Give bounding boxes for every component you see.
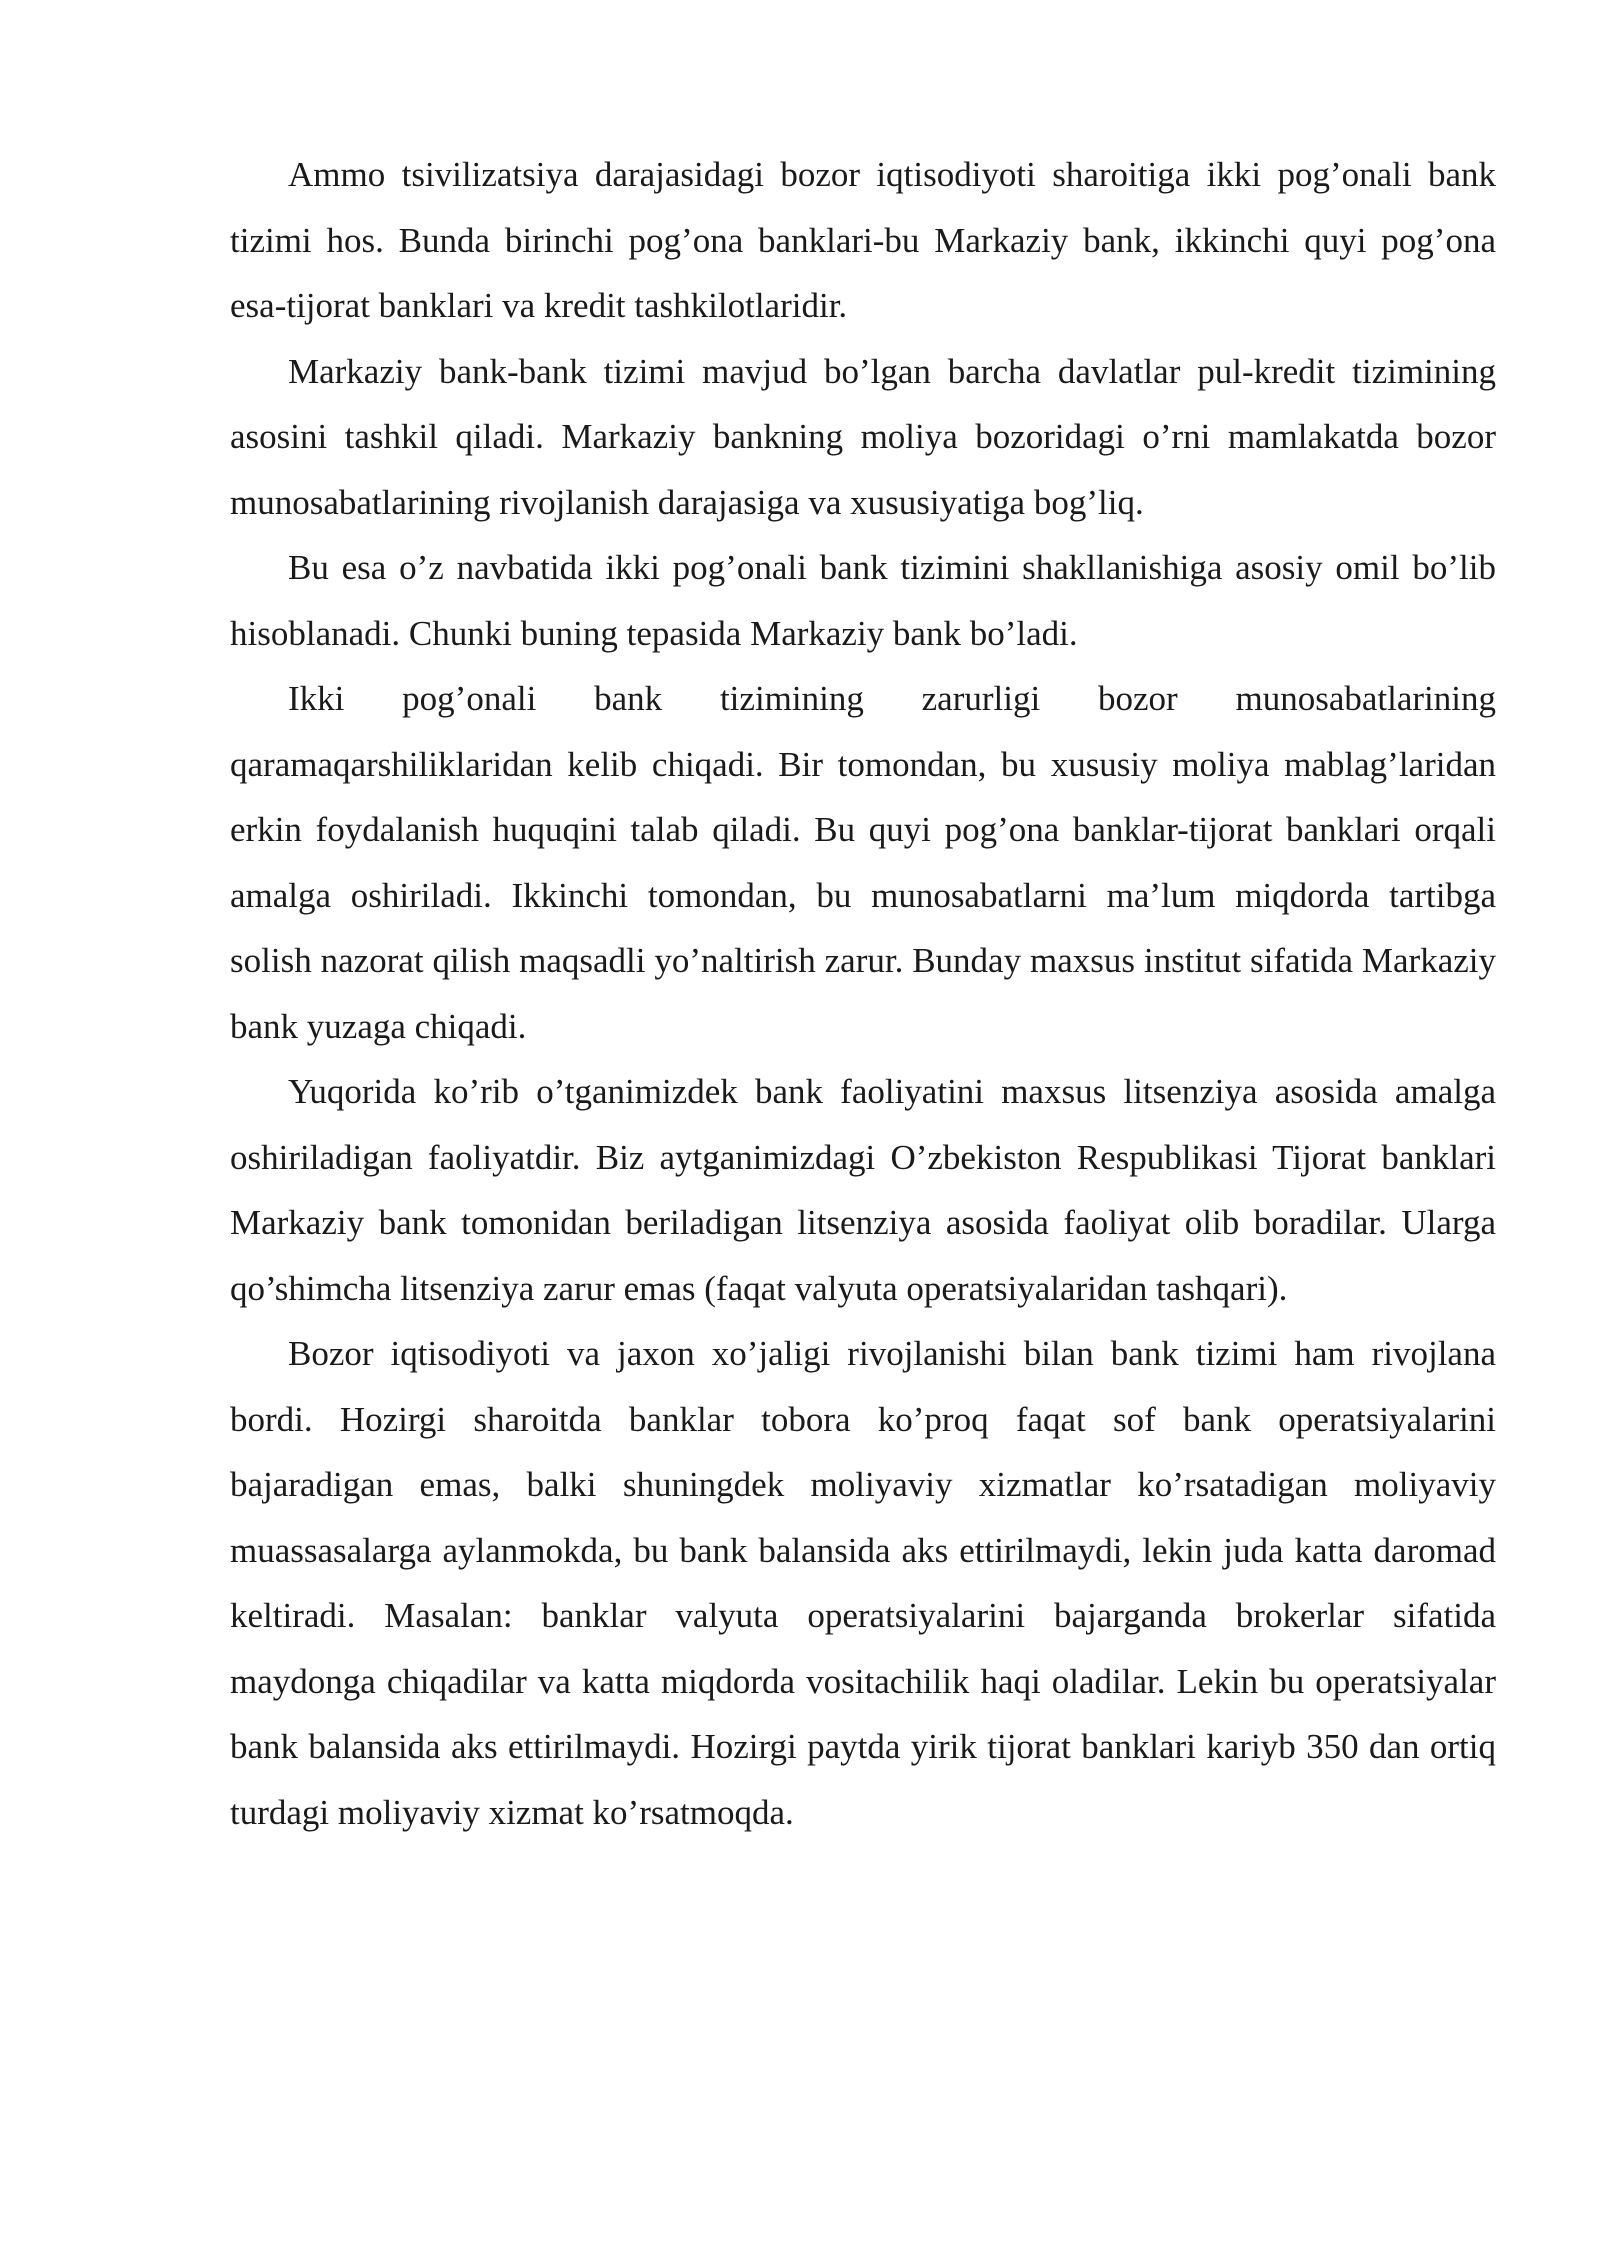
paragraph-3: Bu esa o’z navbatida ikki pog’onali bank tizimini shakllanishiga asosiy omil bo’lib hisoblanadi. Chunki buning tepasida Markaziy bank bo’ladi. [230, 548, 1496, 653]
paragraph-5: Yuqorida ko’rib o’tganimizdek bank faoliyatini maxsus litsenziya asosida amalga oshiriladigan faoliyatdir. Biz aytganimizdagi O’zbekiston Respublikasi Tijorat banklari Markaziy bank tomonidan beriladigan litsenziya asosida faoliyat olib boradilar. Ularga qo’shimcha litsenziya zarur emas (faqat valyuta operatsiyalaridan tashqari). [230, 1072, 1496, 1308]
paragraph-1: Ammo tsivilizatsiya darajasidagi bozor iqtisodiyoti sharoitiga ikki pog’onali bank tizimi hos. Bunda birinchi pog’ona banklari-bu Markaziy bank, ikkinchi quyi pog’ona esa-tijorat banklari va kredit tashkilotlaridir. [230, 155, 1496, 325]
paragraph-2: Markaziy bank-bank tizimi mavjud bo’lgan barcha davlatlar pul-kredit tizimining asosini tashkil qiladi. Markaziy bankning moliya bozoridagi o’rni mamlakatda bozor munosabatlarining rivojlanish darajasiga va xususiyatiga bog’liq. [230, 351, 1496, 522]
body-text [230, 142, 1496, 1845]
paragraph-6: Bozor iqtisodiyoti va jaxon xo’jaligi rivojlanishi bilan bank tizimi ham rivojlana bordi. Hozirgi sharoitda banklar tobora ko’proq faqat sof bank operatsiyalarini bajaradigan emas, balki shuningdek moliyaviy xizmatlar ko’rsatadigan moliyaviy muassasalarga aylanmokda, bu bank balansida aks ettirilmaydi, lekin juda katta daromad keltiradi. Masalan: banklar valyuta operatsiyalarini bajarganda brokerlar sifatida maydonga chiqadilar va katta miqdorda vositachilik haqi oladilar. Lekin bu operatsiyalar bank balansida aks ettirilmaydi. Hozirgi paytda yirik tijorat banklari kariyb 350 dan ortiq turdagi moliyaviy xizmat ko’rsatmoqda. [230, 1334, 1496, 1832]
paragraph-4: Ikki pog’onali bank tizimining zarurligi bozor munosabatlarining qaramaqarshiliklaridan kelib chiqadi. Bir tomondan, bu xususiy moliya mablag’laridan erkin foydalanish huquqini talab qiladi. Bu quyi pog’ona banklar-tijorat banklari orqali amalga oshiriladi. Ikkinchi tomondan, bu munosabatlarni ma’lum miqdorda tartibga solish nazorat qilish maqsadli yo’naltirish zarur. Bunday maxsus institut sifatida Markaziy bank yuzaga chiqadi. [230, 679, 1496, 1046]
